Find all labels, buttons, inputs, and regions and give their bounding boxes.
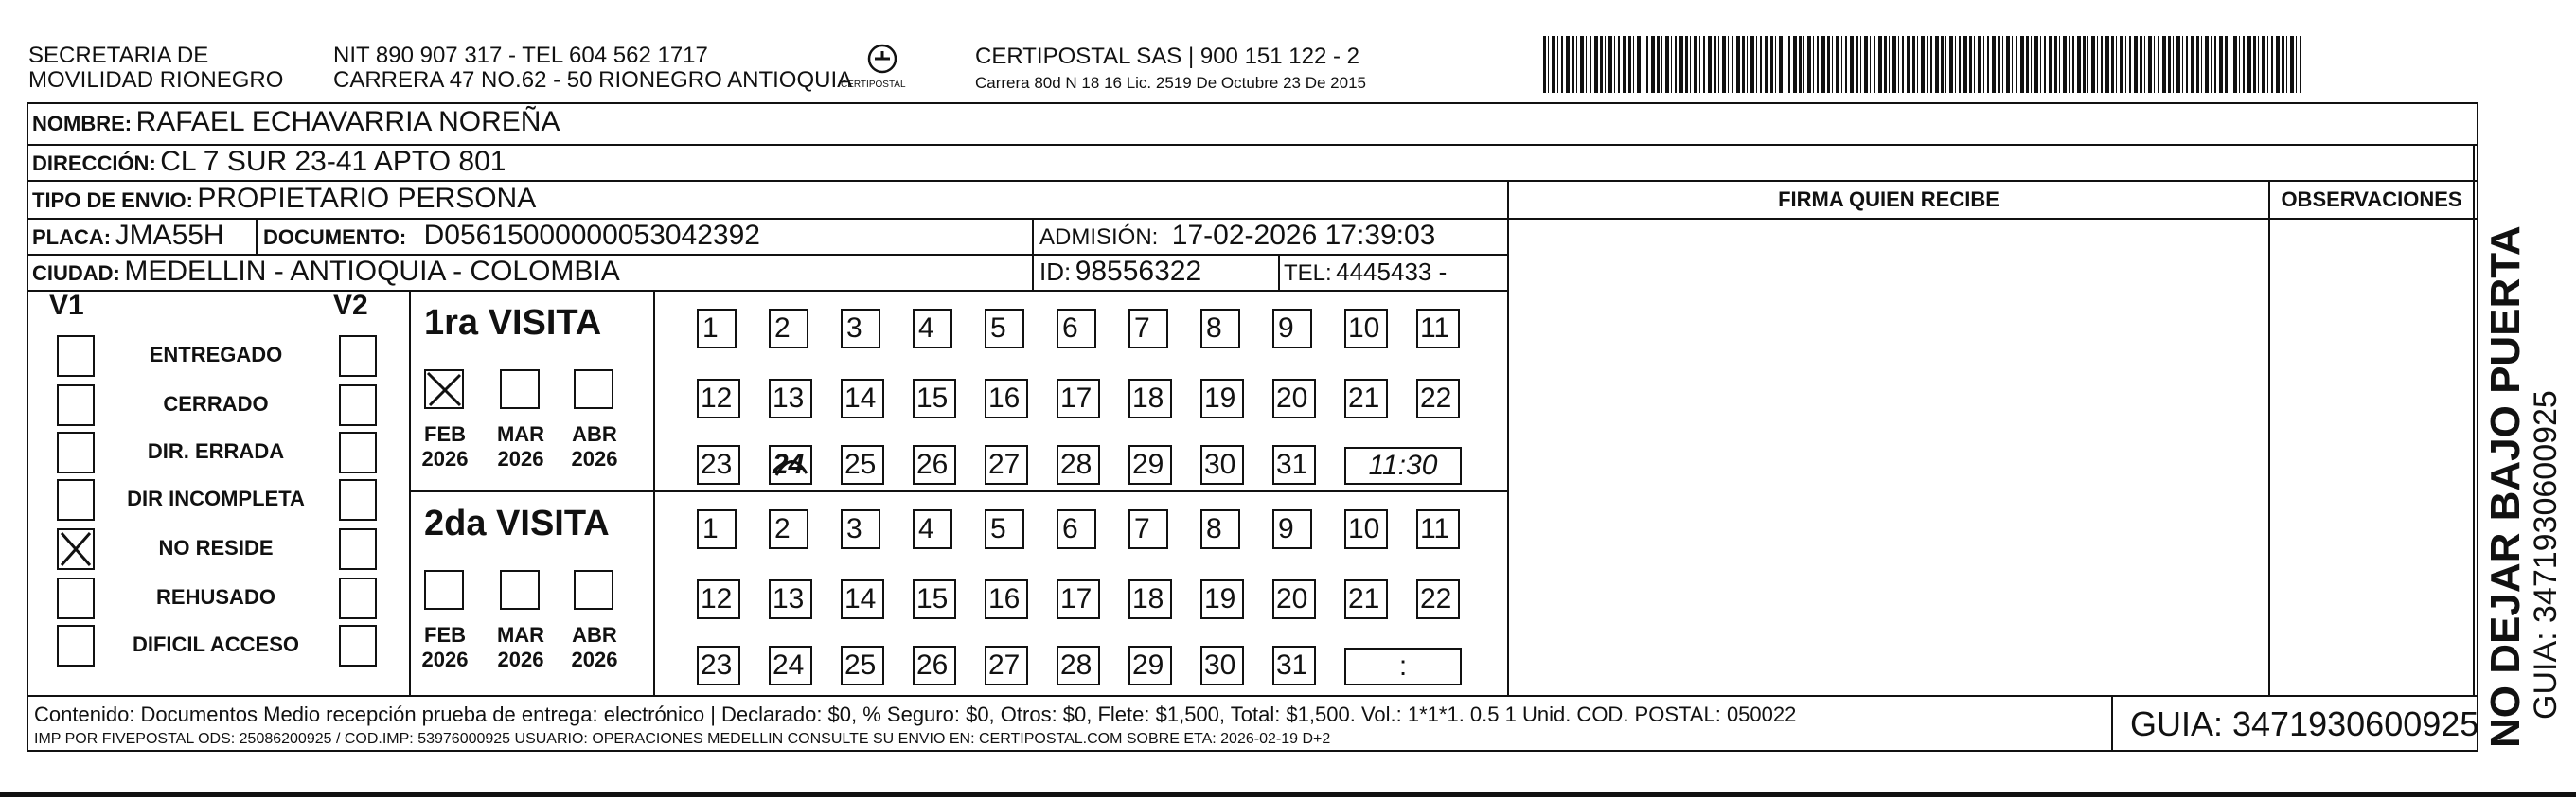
v2-checkbox[interactable]: [339, 578, 377, 619]
day-number: 16: [988, 583, 1021, 614]
imp-text: IMP POR FIVEPOSTAL ODS: 25086200925 / COD.IMP: 53976000925 USUARIO: OPERACIONES MEDELLIN CONSULTE SU ENVIO EN: CERTIPOSTAL.COM SOBRE ETA: 2026-02-19 D+2: [34, 731, 1331, 747]
ciudad-value: MEDELLIN - ANTIOQUIA - COLOMBIA: [124, 256, 620, 287]
day-box[interactable]: [1057, 309, 1096, 348]
day-number: 19: [1204, 583, 1236, 614]
month-year: 2026: [497, 648, 544, 671]
day-number: 22: [1420, 583, 1452, 614]
day-box[interactable]: [1344, 379, 1388, 418]
ciudad-cell: [32, 256, 620, 288]
logo-text: CERTIPOSTAL: [841, 80, 906, 90]
day-number: 25: [844, 449, 877, 480]
day-box[interactable]: [1057, 379, 1100, 418]
day-box[interactable]: [913, 445, 956, 485]
day-number: 12: [701, 383, 733, 414]
day-number: 28: [1060, 650, 1093, 681]
day-box[interactable]: [1057, 509, 1096, 549]
day-box[interactable]: [1128, 309, 1168, 348]
documento-cell: [263, 220, 760, 252]
day-number: 21: [1348, 583, 1380, 614]
day-box[interactable]: [697, 579, 740, 619]
day-box[interactable]: [769, 646, 812, 685]
tel-value: 4445433 -: [1336, 258, 1448, 286]
col-divider: [2268, 180, 2270, 695]
nombre-value: RAFAEL ECHAVARRIA NOREÑA: [135, 106, 560, 137]
direccion-label: DIRECCIÓN:: [32, 151, 156, 175]
day-box[interactable]: [985, 379, 1028, 418]
day-number: 13: [773, 383, 805, 414]
month-name: FEB: [424, 623, 466, 647]
day-number: 6: [1062, 513, 1078, 544]
month-label: [566, 422, 623, 472]
placa-cell: [32, 220, 224, 252]
visit-title: 1ra VISITA: [424, 303, 602, 343]
day-box[interactable]: [1128, 379, 1172, 418]
day-number: 23: [701, 449, 733, 480]
day-number: 18: [1132, 583, 1164, 614]
day-box[interactable]: [913, 579, 956, 619]
day-number: 8: [1206, 312, 1222, 344]
day-box[interactable]: [1416, 509, 1460, 549]
day-box[interactable]: [913, 509, 952, 549]
month-year: 2026: [421, 648, 469, 671]
day-box[interactable]: [841, 445, 884, 485]
day-box[interactable]: [1344, 309, 1388, 348]
col-divider: [256, 218, 258, 254]
month-checkbox[interactable]: [500, 369, 540, 409]
v1-checkbox[interactable]: [57, 528, 95, 570]
day-number: 7: [1134, 513, 1150, 544]
day-number: 4: [918, 312, 934, 344]
v1-checkbox[interactable]: [57, 479, 95, 521]
time-value: :: [1398, 650, 1408, 682]
ciudad-label: CIUDAD:: [32, 261, 120, 285]
v2-checkbox[interactable]: [339, 432, 377, 473]
day-number: 27: [988, 449, 1021, 480]
day-number: 21: [1348, 383, 1380, 414]
day-number: 9: [1278, 513, 1294, 544]
day-number: 11: [1420, 513, 1450, 544]
admision-value: 17-02-2026 17:39:03: [1171, 220, 1436, 251]
day-box[interactable]: [1200, 445, 1244, 485]
license-line: Carrera 80d N 18 16 Lic. 2519 De Octubre 23 De 2015: [975, 74, 1366, 92]
sender-name: [28, 44, 283, 93]
day-box[interactable]: [1416, 579, 1460, 619]
day-box[interactable]: [1128, 509, 1168, 549]
day-number: 24: [773, 449, 805, 480]
company-line: CERTIPOSTAL SAS | 900 151 122 - 2: [975, 44, 1359, 69]
day-number: 24: [773, 650, 805, 681]
barcode: [1543, 36, 2301, 93]
day-number: 25: [844, 650, 877, 681]
day-box[interactable]: [1344, 579, 1388, 619]
day-number: 1: [702, 312, 719, 344]
day-box[interactable]: [985, 579, 1028, 619]
day-box[interactable]: [841, 309, 880, 348]
day-number: 2: [774, 513, 791, 544]
tipo-value: PROPIETARIO PERSONA: [197, 183, 537, 214]
col-divider: [2111, 695, 2113, 752]
day-box[interactable]: [1272, 445, 1316, 485]
admision-cell: [1039, 220, 1435, 252]
placa-value: JMA55H: [115, 220, 224, 251]
day-box[interactable]: [697, 309, 737, 348]
day-box[interactable]: [1272, 379, 1316, 418]
day-box[interactable]: [1344, 509, 1388, 549]
day-number: 20: [1276, 383, 1308, 414]
status-label: REHUSADO: [156, 585, 275, 609]
row-divider: [27, 290, 1507, 292]
day-box[interactable]: [769, 309, 808, 348]
day-number: 2: [774, 312, 791, 344]
day-number: 10: [1348, 513, 1380, 544]
certipostal-logo: [835, 38, 930, 97]
status-label: DIFICIL ACCESO: [132, 632, 299, 656]
day-box[interactable]: [1200, 309, 1240, 348]
day-box[interactable]: [1200, 579, 1244, 619]
v2-checkbox[interactable]: [339, 625, 377, 667]
month-label: [492, 623, 549, 672]
day-number: 15: [916, 583, 949, 614]
sender-line-2: MOVILIDAD RIONEGRO: [28, 67, 284, 93]
month-year: 2026: [571, 648, 618, 671]
col-divider: [1032, 218, 1034, 290]
day-number: 28: [1060, 449, 1093, 480]
col-divider: [409, 290, 411, 695]
day-box[interactable]: [769, 579, 812, 619]
documento-label: DOCUMENTO:: [263, 225, 407, 249]
direccion-value: CL 7 SUR 23-41 APTO 801: [160, 146, 506, 177]
v1-checkbox[interactable]: [57, 432, 95, 473]
day-box[interactable]: [1200, 509, 1240, 549]
day-box[interactable]: [697, 646, 740, 685]
tel-label: TEL:: [1284, 260, 1332, 286]
month-name: MAR: [496, 623, 545, 647]
documento-value: D05615000000053042392: [423, 220, 760, 251]
page-edge: [0, 792, 2576, 797]
day-box[interactable]: [841, 509, 880, 549]
day-box[interactable]: [913, 379, 956, 418]
day-number: 19: [1204, 383, 1236, 414]
status-label: NO RESIDE: [158, 536, 274, 560]
day-box[interactable]: [1128, 646, 1172, 685]
tipo-label: TIPO DE ENVIO:: [32, 188, 193, 212]
day-box[interactable]: [1272, 646, 1316, 685]
day-box[interactable]: [841, 379, 884, 418]
month-checkbox[interactable]: [574, 570, 613, 610]
check-mark-icon: [426, 371, 462, 407]
day-number: 4: [918, 513, 934, 544]
day-number: 14: [844, 383, 877, 414]
guia-footer: GUIA: 3471930600925: [2130, 704, 2479, 743]
day-number: 16: [988, 383, 1021, 414]
day-box[interactable]: [985, 509, 1024, 549]
day-number: 8: [1206, 513, 1222, 544]
day-number: 14: [844, 583, 877, 614]
day-number: 11: [1420, 312, 1450, 344]
company-info: [975, 44, 1366, 97]
month-checkbox[interactable]: [424, 369, 464, 409]
status-label: ENTREGADO: [149, 343, 283, 366]
nombre-label: NOMBRE:: [32, 112, 133, 135]
visit-title: 2da VISITA: [424, 504, 610, 543]
day-number: 9: [1278, 312, 1294, 344]
id-cell: [1039, 256, 1201, 288]
day-box[interactable]: [1057, 646, 1100, 685]
month-year: 2026: [571, 447, 618, 471]
admision-label: ADMISIÓN:: [1039, 224, 1159, 250]
month-checkbox[interactable]: [424, 570, 464, 610]
v1-label: V1: [49, 290, 84, 321]
time-value: 11:30: [1368, 450, 1438, 481]
day-number: 29: [1132, 449, 1164, 480]
day-number: 13: [773, 583, 805, 614]
day-number: 27: [988, 650, 1021, 681]
month-name: FEB: [424, 422, 466, 446]
v2-checkbox[interactable]: [339, 528, 377, 570]
sender-contact: [333, 44, 852, 93]
day-box[interactable]: [697, 509, 737, 549]
month-label: [417, 422, 473, 472]
day-box[interactable]: [1057, 579, 1100, 619]
day-number: 3: [846, 312, 862, 344]
day-number: 17: [1060, 383, 1093, 414]
day-number: 30: [1204, 650, 1236, 681]
id-label: ID:: [1039, 258, 1072, 286]
day-number: 23: [701, 650, 733, 681]
check-mark-icon: [59, 530, 93, 568]
v2-checkbox[interactable]: [339, 384, 377, 426]
nombre-row: [32, 106, 560, 138]
day-number: 3: [846, 513, 862, 544]
v2-checkbox[interactable]: [339, 335, 377, 377]
visit-divider: [409, 490, 1507, 492]
day-box[interactable]: [1416, 379, 1460, 418]
day-number: 10: [1348, 312, 1380, 344]
month-year: 2026: [497, 447, 544, 471]
row-divider: [27, 180, 2478, 182]
day-box[interactable]: [985, 445, 1028, 485]
day-number: 12: [701, 583, 733, 614]
day-box[interactable]: [1128, 579, 1172, 619]
direccion-row: [32, 146, 506, 178]
day-box[interactable]: [1057, 445, 1100, 485]
day-box[interactable]: [697, 379, 740, 418]
day-number: 6: [1062, 312, 1078, 344]
day-number: 1: [702, 513, 719, 544]
day-box[interactable]: [769, 379, 812, 418]
status-label: DIR INCOMPLETA: [127, 487, 305, 510]
month-name: ABR: [572, 422, 617, 446]
day-box[interactable]: [913, 309, 952, 348]
sender-line-1: SECRETARIA DE: [28, 43, 209, 68]
day-box[interactable]: [1272, 309, 1312, 348]
v2-checkbox[interactable]: [339, 479, 377, 521]
day-box[interactable]: [1200, 646, 1244, 685]
month-name: MAR: [496, 422, 545, 446]
day-number: 22: [1420, 383, 1452, 414]
day-box[interactable]: [1128, 445, 1172, 485]
day-number: 30: [1204, 449, 1236, 480]
side-guia: GUIA: 3471930600925: [2528, 390, 2564, 720]
no-dejar-warning: NO DEJAR BAJO PUERTA: [2482, 225, 2529, 748]
placa-label: PLACA:: [32, 225, 112, 249]
day-number: 18: [1132, 383, 1164, 414]
day-number: 31: [1276, 650, 1308, 681]
v1-checkbox[interactable]: [57, 625, 95, 667]
tel-cell: [1284, 258, 1447, 287]
day-box[interactable]: [841, 579, 884, 619]
v1-checkbox[interactable]: [57, 335, 95, 377]
day-box[interactable]: [1272, 509, 1312, 549]
nit-line: NIT 890 907 317 - TEL 604 562 1717: [333, 43, 708, 68]
status-label: DIR. ERRADA: [147, 439, 285, 463]
col-divider: [1278, 254, 1280, 290]
col-divider: [1507, 180, 1509, 695]
firma-header: FIRMA QUIEN RECIBE: [1778, 187, 1999, 211]
day-box[interactable]: [769, 509, 808, 549]
day-number: 26: [916, 449, 949, 480]
col-divider: [653, 290, 655, 695]
day-box[interactable]: [985, 309, 1024, 348]
day-number: 5: [990, 312, 1006, 344]
month-label: [492, 422, 549, 472]
month-label: [566, 623, 623, 672]
day-number: 31: [1276, 449, 1308, 480]
month-name: ABR: [572, 623, 617, 647]
time-box[interactable]: [1344, 648, 1462, 685]
id-value: 98556322: [1075, 256, 1202, 287]
day-number: 17: [1060, 583, 1093, 614]
month-checkbox[interactable]: [500, 570, 540, 610]
address-line: CARRERA 47 NO.62 - 50 RIONEGRO ANTIOQUIA: [333, 67, 853, 93]
day-box[interactable]: [769, 445, 812, 485]
day-box[interactable]: [913, 646, 956, 685]
day-number: 26: [916, 650, 949, 681]
cross-mark-icon: [771, 447, 812, 494]
day-number: 5: [990, 513, 1006, 544]
day-box[interactable]: [1200, 379, 1244, 418]
day-number: 15: [916, 383, 949, 414]
contenido-text: Contenido: Documentos Medio recepción prueba de entrega: electrónico | Declarado: $0, % Seguro: $0, Otros: $0, Flete: $1,500, Total: $1,500. Vol.: 1*1*1. 0.5 1 Unid. COD. POSTAL: 050022: [34, 703, 1797, 726]
status-label: CERRADO: [163, 392, 269, 416]
day-box[interactable]: [985, 646, 1028, 685]
v1-checkbox[interactable]: [57, 578, 95, 619]
v2-label: V2: [333, 290, 368, 321]
month-checkbox[interactable]: [574, 369, 613, 409]
day-box[interactable]: [1416, 309, 1460, 348]
day-number: 20: [1276, 583, 1308, 614]
v1-checkbox[interactable]: [57, 384, 95, 426]
observaciones-header: OBSERVACIONES: [2281, 187, 2462, 211]
day-box[interactable]: [841, 646, 884, 685]
day-number: 29: [1132, 650, 1164, 681]
month-label: [417, 623, 473, 672]
day-box[interactable]: [1272, 579, 1316, 619]
day-number: 7: [1134, 312, 1150, 344]
tipo-row: [32, 183, 536, 215]
month-year: 2026: [421, 447, 469, 471]
day-box[interactable]: [697, 445, 740, 485]
col-divider: [2473, 144, 2475, 695]
time-box[interactable]: [1344, 447, 1462, 485]
